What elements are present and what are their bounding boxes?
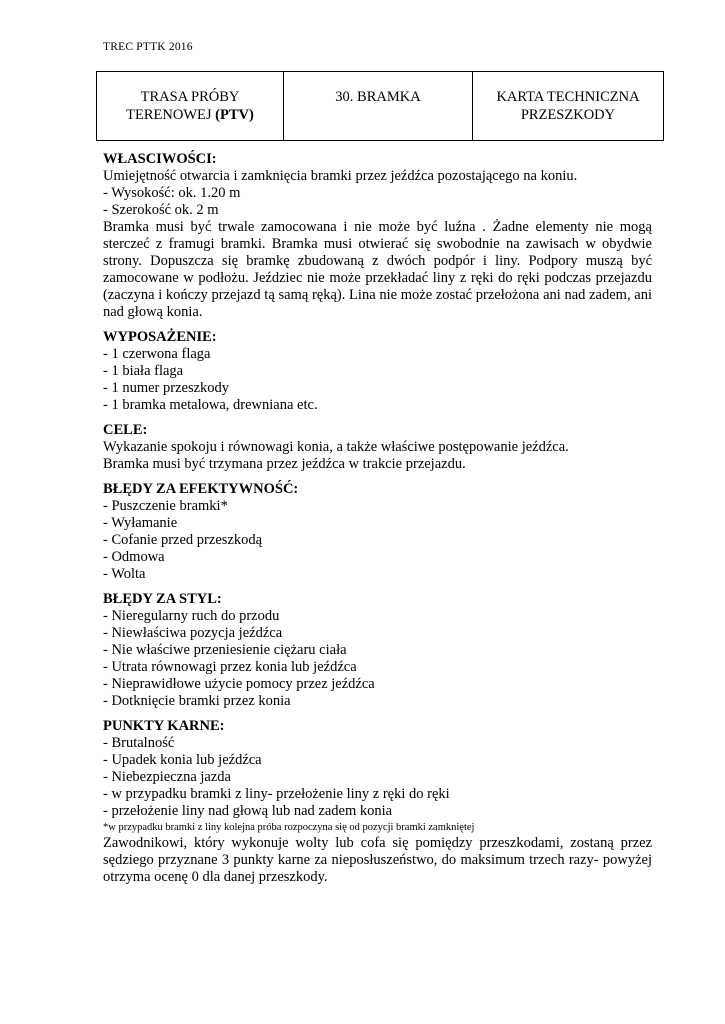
section-heading: BŁĘDY ZA STYL:	[103, 591, 222, 607]
section-bledy-styl	[103, 591, 652, 710]
list-item: - Upadek konia lub jeźdźca	[103, 752, 262, 768]
route-line1: TRASA PRÓBY	[140, 89, 240, 105]
list-item: - 1 czerwona flaga	[103, 346, 211, 362]
list-item: - Nie właściwe przeniesienie ciężaru ciała	[103, 642, 347, 658]
list-item: - 1 bramka metalowa, drewniana etc.	[103, 397, 318, 413]
list-item: - 1 numer przeszkody	[103, 380, 230, 396]
intro-text: Umiejętność otwarcia i zamknięcia bramki przez jeźdźca pozostającego na koniu.	[103, 168, 578, 184]
list-item: - 1 biała flaga	[103, 363, 184, 379]
list-item: - przełożenie liny nad głową lub nad zadem konia	[103, 803, 393, 819]
document-header: TREC PTTK 2016	[103, 41, 193, 53]
section-heading: CELE:	[103, 422, 148, 438]
list-item: - Brutalność	[103, 735, 175, 751]
card-type-line1: KARTA TECHNICZNA	[496, 89, 640, 105]
list-item: - Utrata równowagi przez konia lub jeźdźca	[103, 659, 357, 675]
document-body	[103, 151, 652, 886]
list-item: - Cofanie przed przeszkodą	[103, 532, 263, 548]
obstacle-title: 30. BRAMKA	[335, 89, 421, 105]
obstacle-cell	[284, 72, 473, 141]
width-spec: - Szerokość ok. 2 m	[103, 202, 219, 218]
list-item: - Dotknięcie bramki przez konia	[103, 693, 291, 709]
list-item: - Niewłaściwa pozycja jeźdźca	[103, 625, 283, 641]
section-heading: WŁASCIWOŚCI:	[103, 151, 217, 167]
section-bledy-efektywnosc	[103, 481, 652, 583]
goal-line: Bramka musi być trzymana przez jeźdźca w trakcie przejazdu.	[103, 456, 466, 472]
section-punkty-karne	[103, 718, 652, 886]
list-item: - Puszczenie bramki*	[103, 498, 228, 514]
list-item: - Odmowa	[103, 549, 165, 565]
route-cell	[97, 72, 284, 141]
list-item: - w przypadku bramki z liny- przełożenie liny z ręki do ręki	[103, 786, 450, 802]
card-type-cell	[473, 72, 664, 141]
goal-line: Wykazanie spokoju i równowagi konia, a także właściwe postępowanie jeźdźca.	[103, 439, 569, 455]
section-wyposazenie	[103, 329, 652, 414]
list-item: - Nieregularny ruch do przodu	[103, 608, 280, 624]
list-item: - Niebezpieczna jazda	[103, 769, 231, 785]
card-type-line2: PRZESZKODY	[520, 107, 616, 123]
description-text: Bramka musi być trwale zamocowana i nie może być luźna . Żadne elementy nie mogą sterczeć z framugi bramki. Bramka musi otwierać się swobodnie na zawisach w obydwie strony. Dopuszcza się bramkę zbudowaną z dwóch podpór i liny. Podpory muszą być zamocowane w podłożu. Jeździec nie może przekładać liny z ręki do ręki podczas przejazdu (zaczyna i kończy przejazd tą samą ręką). Lina nie może zostać przełożona ani nad zadem, ani nad głową konia.	[103, 219, 652, 320]
height-spec: - Wysokość: ok. 1.20 m	[103, 185, 241, 201]
section-wlasciwosci	[103, 151, 652, 321]
route-code: (PTV)	[215, 107, 254, 123]
section-heading: PUNKTY KARNE:	[103, 718, 225, 734]
footnote: *w przypadku bramki z liny kolejna próba rozpoczyna się od pozycji bramki zamkniętej	[103, 822, 475, 833]
section-heading: WYPOSAŻENIE:	[103, 329, 217, 345]
title-table	[96, 71, 664, 141]
list-item: - Wolta	[103, 566, 146, 582]
route-line2: TERENOWEJ	[126, 107, 212, 123]
closing-paragraph: Zawodnikowi, który wykonuje wolty lub cofa się pomiędzy przeszkodami, zostaną przez sędziego przyznane 3 punkty karne za nieposłuszeństwo, do maksimum trzech razy- powyżej otrzyma ocenę 0 dla danej przeszkody.	[103, 835, 652, 885]
list-item: - Nieprawidłowe użycie pomocy przez jeźdźca	[103, 676, 375, 692]
section-cele	[103, 422, 652, 473]
list-item: - Wyłamanie	[103, 515, 178, 531]
section-heading: BŁĘDY ZA EFEKTYWNOŚĆ:	[103, 481, 299, 497]
